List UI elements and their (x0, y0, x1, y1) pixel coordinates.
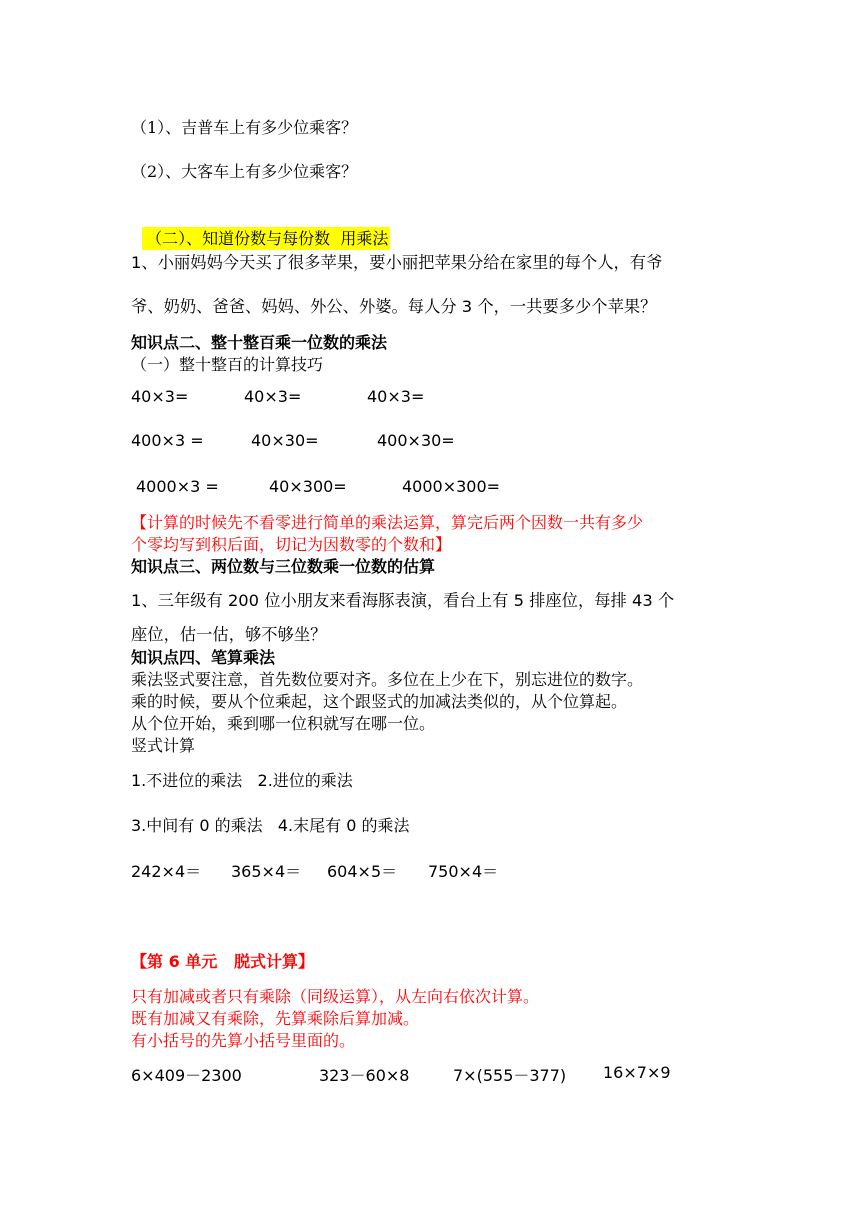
tip-line-2: 个零均写到积后面，切记为因数零的个数和】 (131, 535, 452, 554)
calc-row-1 (0, 387, 860, 411)
calc-item: 40×3= (367, 387, 425, 406)
calc-item: 750×4＝ (428, 862, 499, 881)
calc-item: 16×7×9 (603, 1063, 671, 1082)
calc-item: 40×3= (244, 387, 302, 406)
kp2-title: 知识点二、整十整百乘一位数的乘法 (131, 333, 388, 352)
calc-row-2 (0, 431, 860, 455)
kp4-line-3: 从个位开始，乘到哪一位积就写在哪一位。 (131, 714, 436, 733)
tip-line-1: 【计算的时候先不看零进行简单的乘法运算，算完后两个因数一共有多少 (131, 513, 644, 532)
section-2-heading (132, 206, 390, 250)
calc-item: 40×300= (269, 477, 347, 496)
kp4-line-4: 竖式计算 (131, 736, 196, 755)
kp2-subtitle: （一）整十整百的计算技巧 (131, 355, 324, 374)
kp3-title: 知识点三、两位数与三位数乘一位数的估算 (131, 557, 436, 576)
calc-item: 400×3 = (131, 431, 204, 450)
kp4-line-2: 乘的时候，要从个位乘起，这个跟竖式的加减法类似的，从个位算起。 (131, 692, 628, 711)
calc-row-5 (0, 1063, 860, 1087)
calc-item: 400×30= (377, 431, 455, 450)
kp4-line-1: 乘法竖式要注意，首先数位要对齐。多位在上少在下，别忘进位的数字。 (131, 670, 644, 689)
problem-1-line-2: 爷、奶奶、爸爸、妈妈、外公、外婆。每人分 3 个，一共要多少个苹果？ (131, 297, 657, 316)
kp4-title: 知识点四、笔算乘法 (131, 648, 276, 667)
calc-item: 604×5＝ (327, 862, 398, 881)
rule-line-1: 只有加减或者只有乘除（同级运算），从左向右依次计算。 (131, 987, 540, 1006)
calc-item: 323－60×8 (319, 1066, 410, 1085)
calc-item: 7×(555－377) (453, 1066, 567, 1085)
calc-item: 4000×3 = (136, 477, 219, 496)
calc-row-4 (0, 859, 860, 883)
highlighted-heading: （二）、知道份数与每份数 用乘法 (142, 227, 390, 250)
types-row-2: 3.中间有 0 的乘法 4.末尾有 0 的乘法 (131, 816, 410, 835)
rule-line-3: 有小括号的先算小括号里面的。 (131, 1031, 356, 1050)
types-row-1: 1.不进位的乘法 2.进位的乘法 (131, 771, 353, 790)
rule-line-2: 既有加减又有乘除，先算乘除后算加减。 (131, 1009, 420, 1028)
calc-item: 365×4＝ (231, 862, 302, 881)
calc-row-3 (0, 477, 860, 501)
calc-item: 6×409－2300 (131, 1066, 242, 1085)
question-1: （1）、吉普车上有多少位乘客？ (131, 118, 358, 137)
unit-6-title: 【第 6 单元 脱式计算】 (131, 952, 314, 971)
calc-item: 40×30= (251, 431, 319, 450)
calc-item: 242×4＝ (131, 862, 202, 881)
problem-2-line-2: 座位，估一估，够不够坐？ (131, 625, 327, 644)
calc-item: 40×3= (131, 387, 189, 406)
problem-2-line-1: 1、三年级有 200 位小朋友来看海豚表演，看台上有 5 排座位，每排 43 个 (131, 591, 675, 610)
problem-1-line-1: 1、小丽妈妈今天买了很多苹果，要小丽把苹果分给在家里的每个人，有爷 (131, 253, 663, 272)
calc-item: 4000×300= (402, 477, 501, 496)
question-2: （2）、大客车上有多少位乘客？ (131, 162, 358, 181)
